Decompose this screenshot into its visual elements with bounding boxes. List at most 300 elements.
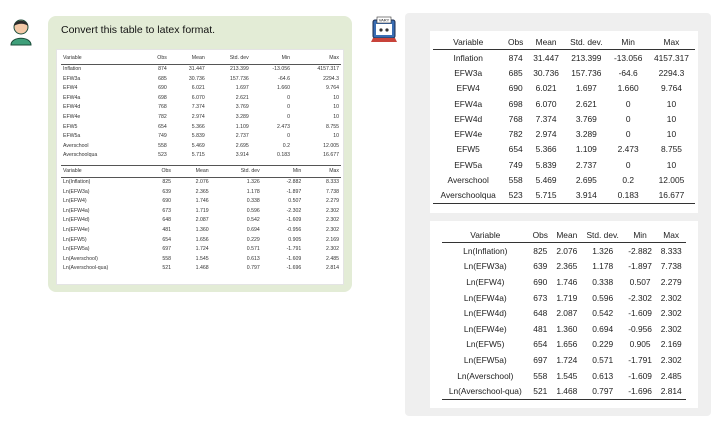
table-cell: 16.677: [323, 152, 339, 159]
table-cell: 10: [333, 94, 339, 101]
table-cell: 481: [162, 226, 171, 233]
table-row: [442, 243, 686, 259]
table-cell: 10: [666, 159, 677, 170]
table-cell: 749: [158, 133, 167, 140]
table-row: [442, 259, 686, 275]
source-table-1: [61, 53, 341, 161]
table-cell: 1.746: [556, 276, 578, 287]
table-cell: 768: [508, 113, 523, 124]
table-cell: 4157.317: [653, 52, 689, 63]
table-cell: 16.677: [658, 190, 685, 201]
table-cell: EFW4e: [63, 113, 81, 120]
table-cell: -1.609: [628, 308, 652, 319]
table-cell: 0.2: [282, 142, 290, 149]
table-row: [61, 132, 341, 142]
table-cell: Averschool: [447, 175, 489, 186]
table-cell: 0.542: [246, 217, 260, 224]
table-cell: 9.764: [326, 85, 339, 92]
table-cell: 3.289: [575, 129, 597, 140]
table-cell: 0.338: [246, 198, 260, 205]
table-cell: Ln(EFW5a): [63, 246, 90, 253]
table-cell: 6.021: [191, 85, 205, 92]
table-cell: 8.333: [660, 245, 682, 256]
column-header: Std. dev.: [586, 229, 619, 240]
table-row: [61, 94, 341, 104]
table-cell: -0.956: [286, 226, 302, 233]
table-cell: -1.609: [286, 255, 302, 262]
table-cell: 685: [508, 67, 523, 78]
table-cell: Ln(Inflation): [463, 245, 508, 256]
column-header: Obs: [507, 37, 524, 47]
table-cell: 2.076: [195, 178, 209, 185]
table-cell: 0: [625, 159, 631, 170]
table-cell: 0.571: [246, 246, 260, 253]
table-cell: EFW4d: [63, 104, 81, 111]
table-cell: 2.365: [195, 188, 209, 195]
table-cell: 521: [162, 265, 171, 272]
table-cell: 3.289: [235, 113, 249, 120]
table-cell: 2.737: [235, 133, 249, 140]
table-cell: 2.485: [326, 255, 339, 262]
table-row: [433, 65, 695, 80]
table-row: [442, 368, 686, 384]
table-row: [61, 245, 341, 255]
column-header: Variable: [453, 37, 484, 47]
table-cell: 7.738: [660, 261, 682, 272]
table-row: [442, 290, 686, 306]
table-cell: 2.737: [575, 159, 597, 170]
table-cell: 12.005: [658, 175, 685, 186]
table-row: [61, 75, 341, 85]
table-cell: 2294.3: [658, 67, 685, 78]
table-cell: Ln(EFW5a): [463, 354, 507, 365]
table-row: [433, 142, 695, 157]
table-cell: 8.333: [326, 178, 339, 185]
table-cell: EFW4e: [454, 129, 483, 140]
table-cell: EFW4: [456, 83, 480, 94]
column-header: Max: [663, 229, 680, 240]
table-cell: 2.302: [326, 226, 339, 233]
table-cell: 4157.317: [317, 66, 339, 72]
table-cell: 558: [508, 175, 523, 186]
table-cell: 558: [158, 142, 167, 149]
table-cell: -64.6: [618, 67, 638, 78]
column-header: Std. dev.: [570, 37, 603, 47]
table-cell: 10: [666, 98, 677, 109]
table-row: [442, 383, 686, 399]
table-cell: 12.005: [323, 142, 339, 149]
table-cell: 157.736: [571, 67, 602, 78]
table-cell: 30.736: [188, 75, 205, 82]
table-cell: 558: [533, 370, 548, 381]
table-cell: 0: [287, 94, 290, 101]
table-cell: 698: [158, 94, 167, 101]
table-cell: 213.399: [229, 66, 249, 72]
table-row: [61, 177, 341, 187]
table-cell: 157.736: [229, 75, 249, 82]
table-cell: 0.613: [246, 255, 260, 262]
table-row: [61, 123, 341, 133]
table-cell: 2.302: [660, 292, 682, 303]
table-cell: -64.6: [278, 75, 290, 82]
table-cell: 2.302: [660, 308, 682, 319]
table-cell: 825: [162, 178, 171, 185]
table-cell: 0.571: [592, 354, 614, 365]
table-row: [61, 142, 341, 152]
table-cell: 6.070: [191, 94, 205, 101]
prompt-text: Convert this table to latex format.: [61, 24, 216, 36]
table-cell: 3.769: [235, 104, 249, 111]
table-cell: 7.374: [535, 113, 557, 124]
table-cell: 639: [533, 261, 548, 272]
table-cell: 2.473: [617, 144, 639, 155]
source-table-2-header: [61, 165, 341, 177]
table-cell: 1.468: [556, 386, 578, 397]
table-cell: Inflation: [453, 52, 483, 63]
bot-badge-text: VARY: [378, 17, 390, 23]
table-cell: 0: [287, 113, 290, 120]
table-cell: 0.507: [288, 198, 302, 205]
table-cell: 0: [287, 104, 290, 111]
table-row: [442, 352, 686, 368]
table-cell: 1.746: [195, 198, 209, 205]
table-cell: 2.169: [660, 339, 682, 350]
column-header: Variable: [470, 229, 501, 240]
table-cell: 2.974: [191, 113, 205, 120]
table-cell: 1.360: [556, 323, 578, 334]
table-row: [442, 274, 686, 290]
table-cell: 10: [666, 113, 677, 124]
table-row: [61, 226, 341, 236]
table-cell: 0.694: [246, 226, 260, 233]
column-header: Mean: [556, 229, 578, 240]
table-cell: Ln(Averschool): [63, 255, 98, 262]
table-cell: EFW5: [456, 144, 480, 155]
table-row: [61, 207, 341, 217]
table-cell: 1.656: [556, 339, 578, 350]
user-avatar-icon: [8, 16, 34, 46]
table-cell: 2.974: [535, 129, 557, 140]
table-cell: 1.719: [556, 292, 578, 303]
table-row: [442, 321, 686, 337]
table-cell: 782: [158, 113, 167, 120]
result-table-1: [433, 35, 695, 204]
table-cell: EFW4: [63, 85, 78, 92]
table-cell: 697: [533, 354, 548, 365]
table-cell: 5.839: [535, 159, 557, 170]
column-header: Min: [281, 54, 290, 61]
table-cell: -1.791: [286, 246, 302, 253]
result-table-2-header: [442, 227, 686, 243]
table-cell: EFW5: [63, 123, 78, 130]
bot-avatar-icon: [371, 16, 397, 42]
table-cell: 1.660: [277, 85, 290, 92]
table-cell: 2.814: [326, 265, 339, 272]
table-cell: 2.621: [575, 98, 597, 109]
table-cell: 1.326: [246, 178, 260, 185]
column-header: Mean: [535, 37, 557, 47]
table-row: [61, 236, 341, 246]
source-table-1-body: [61, 65, 341, 161]
table-cell: 2.076: [556, 245, 578, 256]
table-cell: 1.178: [592, 261, 614, 272]
table-cell: 5.366: [535, 144, 557, 155]
table-cell: 0.229: [592, 339, 614, 350]
table-cell: 0.613: [592, 370, 614, 381]
column-header: Std. dev: [229, 54, 249, 61]
table-cell: 2.473: [277, 123, 290, 130]
attached-table-image: [56, 49, 344, 285]
table-cell: 0.229: [246, 236, 260, 243]
table-cell: 654: [158, 123, 167, 130]
table-row: [61, 197, 341, 207]
source-table-2-body: [61, 177, 341, 273]
bot-response-panel: [405, 13, 711, 416]
table-cell: 654: [162, 236, 171, 243]
table-cell: 8.755: [660, 144, 682, 155]
table-cell: 6.021: [535, 83, 557, 94]
table-row: [61, 255, 341, 265]
column-header: Min: [621, 37, 635, 47]
result-table-2-card: [430, 221, 698, 408]
table-cell: 0.2: [622, 175, 634, 186]
table-cell: Ln(EFW4a): [463, 292, 507, 303]
table-cell: 0.596: [246, 207, 260, 214]
table-cell: 825: [533, 245, 548, 256]
table-cell: 0.542: [592, 308, 614, 319]
table-cell: 1.656: [195, 236, 209, 243]
table-cell: 5.366: [191, 123, 205, 130]
table-cell: 0.338: [592, 276, 614, 287]
table-cell: Inflation: [63, 66, 82, 72]
table-row: [61, 103, 341, 113]
table-cell: 0.183: [277, 152, 290, 159]
table-cell: 1.724: [556, 354, 578, 365]
table-cell: 648: [162, 217, 171, 224]
table-row: [61, 216, 341, 226]
table-row: [433, 111, 695, 126]
table-cell: 10: [333, 133, 339, 140]
result-table-1-body: [433, 50, 695, 204]
column-header: Min: [292, 167, 302, 174]
table-cell: 2.169: [326, 236, 339, 243]
table-cell: 8.755: [326, 123, 339, 130]
column-header: Variable: [63, 167, 82, 174]
table-cell: 0.905: [629, 339, 651, 350]
table-cell: Averschoolqua: [63, 152, 98, 159]
table-cell: 10: [666, 129, 677, 140]
table-cell: 523: [158, 152, 167, 159]
table-cell: 0: [287, 133, 290, 140]
table-cell: 0: [625, 98, 631, 109]
table-cell: 1.545: [195, 255, 209, 262]
table-cell: 2.621: [235, 94, 249, 101]
table-cell: 1.109: [575, 144, 597, 155]
table-cell: 690: [162, 198, 171, 205]
table-cell: 1.719: [195, 207, 209, 214]
table-cell: 749: [508, 159, 523, 170]
column-header: Min: [633, 229, 647, 240]
table-cell: 0.183: [617, 190, 639, 201]
table-cell: 1.326: [592, 245, 614, 256]
table-cell: 690: [533, 276, 548, 287]
table-cell: Ln(EFW3a): [463, 261, 507, 272]
table-cell: 2.087: [556, 308, 578, 319]
table-cell: 1.660: [617, 83, 639, 94]
user-message-bubble: [48, 16, 352, 292]
table-cell: Ln(EFW4): [466, 276, 505, 287]
table-row: [433, 172, 695, 187]
table-row: [433, 126, 695, 141]
table-cell: 2.302: [326, 246, 339, 253]
table-cell: 2.485: [660, 370, 682, 381]
table-cell: EFW4a: [63, 94, 81, 101]
table-cell: 673: [162, 207, 171, 214]
table-cell: 874: [508, 52, 523, 63]
table-cell: 0.797: [246, 265, 260, 272]
table-cell: 5.839: [191, 133, 205, 140]
table-cell: 2.695: [235, 142, 249, 149]
table-row: [442, 305, 686, 321]
table-cell: EFW3a: [63, 75, 81, 82]
table-cell: 31.447: [188, 66, 205, 72]
table-cell: 782: [508, 129, 523, 140]
column-header: Std. dev: [240, 167, 260, 174]
table-cell: 7.374: [191, 104, 205, 111]
table-cell: EFW4a: [454, 98, 483, 109]
table-cell: -1.609: [286, 217, 302, 224]
table-cell: -1.696: [628, 386, 652, 397]
table-cell: 673: [533, 292, 548, 303]
table-cell: 768: [158, 104, 167, 111]
table-cell: 9.764: [660, 83, 682, 94]
table-cell: 5.715: [191, 152, 205, 159]
table-cell: 1.468: [195, 265, 209, 272]
table-cell: 0: [625, 113, 631, 124]
table-cell: Ln(EFW4d): [63, 217, 90, 224]
table-cell: Ln(EFW5): [466, 339, 505, 350]
table-cell: 0.797: [592, 386, 614, 397]
column-header: Max: [663, 37, 680, 47]
table-row: [61, 113, 341, 123]
table-cell: EFW5a: [454, 159, 483, 170]
table-cell: 213.399: [571, 52, 602, 63]
table-cell: -1.897: [628, 261, 652, 272]
table-cell: 0.596: [592, 292, 614, 303]
table-row: [61, 65, 341, 75]
table-cell: 2.302: [660, 354, 682, 365]
table-cell: Ln(Averschool): [457, 370, 514, 381]
table-cell: Ln(EFW4e): [63, 226, 90, 233]
table-cell: 639: [162, 188, 171, 195]
table-cell: EFW4d: [454, 113, 483, 124]
result-table-2-body: [442, 243, 686, 400]
table-row: [61, 151, 341, 161]
table-cell: 685: [158, 75, 167, 82]
table-cell: 1.109: [235, 123, 249, 130]
table-cell: Ln(EFW4): [63, 198, 87, 205]
table-cell: Ln(Inflation): [63, 178, 91, 185]
table-cell: 10: [333, 104, 339, 111]
table-cell: 31.447: [533, 52, 559, 63]
table-cell: 2.087: [195, 217, 209, 224]
table-cell: 1.724: [195, 246, 209, 253]
table-cell: -13.056: [613, 52, 643, 63]
table-row: [442, 337, 686, 353]
column-header: Max: [329, 54, 339, 61]
table-cell: 2.302: [660, 323, 682, 334]
table-cell: -2.302: [286, 207, 302, 214]
table-cell: 874: [158, 66, 167, 72]
table-cell: -1.897: [286, 188, 302, 195]
column-header: Variable: [63, 54, 82, 61]
table-cell: 1.178: [246, 188, 260, 195]
table-cell: Averschoolqua: [440, 190, 496, 201]
table-cell: 3.914: [235, 152, 249, 159]
table-cell: -2.882: [286, 178, 302, 185]
table-cell: Ln(EFW5): [63, 236, 87, 243]
table-cell: 2.279: [660, 276, 682, 287]
table-cell: 30.736: [533, 67, 559, 78]
table-row: [433, 188, 695, 204]
table-cell: 2.302: [326, 217, 339, 224]
table-cell: 698: [508, 98, 523, 109]
table-cell: EFW3a: [454, 67, 483, 78]
table-row: [433, 50, 695, 66]
table-row: [433, 157, 695, 172]
source-table-1-header: [61, 53, 341, 65]
table-cell: Ln(EFW4a): [63, 207, 90, 214]
table-cell: -1.696: [286, 265, 302, 272]
table-cell: 6.070: [535, 98, 557, 109]
column-header: Obs: [161, 167, 171, 174]
table-cell: 0.905: [288, 236, 302, 243]
table-cell: 3.769: [575, 113, 597, 124]
table-cell: 2.814: [660, 386, 682, 397]
table-cell: 2.365: [556, 261, 578, 272]
table-cell: 3.914: [575, 190, 597, 201]
table-cell: 0.507: [629, 276, 651, 287]
table-cell: 10: [333, 113, 339, 120]
table-cell: 523: [508, 190, 523, 201]
result-table-1-header: [433, 35, 695, 50]
table-cell: 690: [508, 83, 523, 94]
result-table-1-card: [430, 31, 698, 213]
table-cell: 690: [158, 85, 167, 92]
table-cell: Ln(EFW4d): [463, 308, 507, 319]
table-cell: -1.609: [628, 370, 652, 381]
table-cell: 5.469: [191, 142, 205, 149]
table-cell: 0: [625, 129, 631, 140]
column-header: Max: [329, 167, 339, 174]
table-cell: EFW5a: [63, 133, 81, 140]
table-cell: 654: [533, 339, 548, 350]
table-cell: 654: [508, 144, 523, 155]
table-cell: -13.056: [272, 66, 290, 72]
table-cell: Averschool: [63, 142, 89, 149]
table-cell: -1.791: [628, 354, 652, 365]
column-header: Obs: [532, 229, 548, 240]
table-cell: -0.956: [628, 323, 652, 334]
table-cell: 481: [533, 323, 548, 334]
table-row: [433, 96, 695, 111]
table-cell: -2.882: [628, 245, 652, 256]
table-cell: 1.697: [235, 85, 249, 92]
table-cell: Ln(Averschool-qua): [448, 386, 522, 397]
table-cell: 2.279: [326, 198, 339, 205]
table-cell: 2.695: [575, 175, 597, 186]
table-cell: 2.302: [326, 207, 339, 214]
